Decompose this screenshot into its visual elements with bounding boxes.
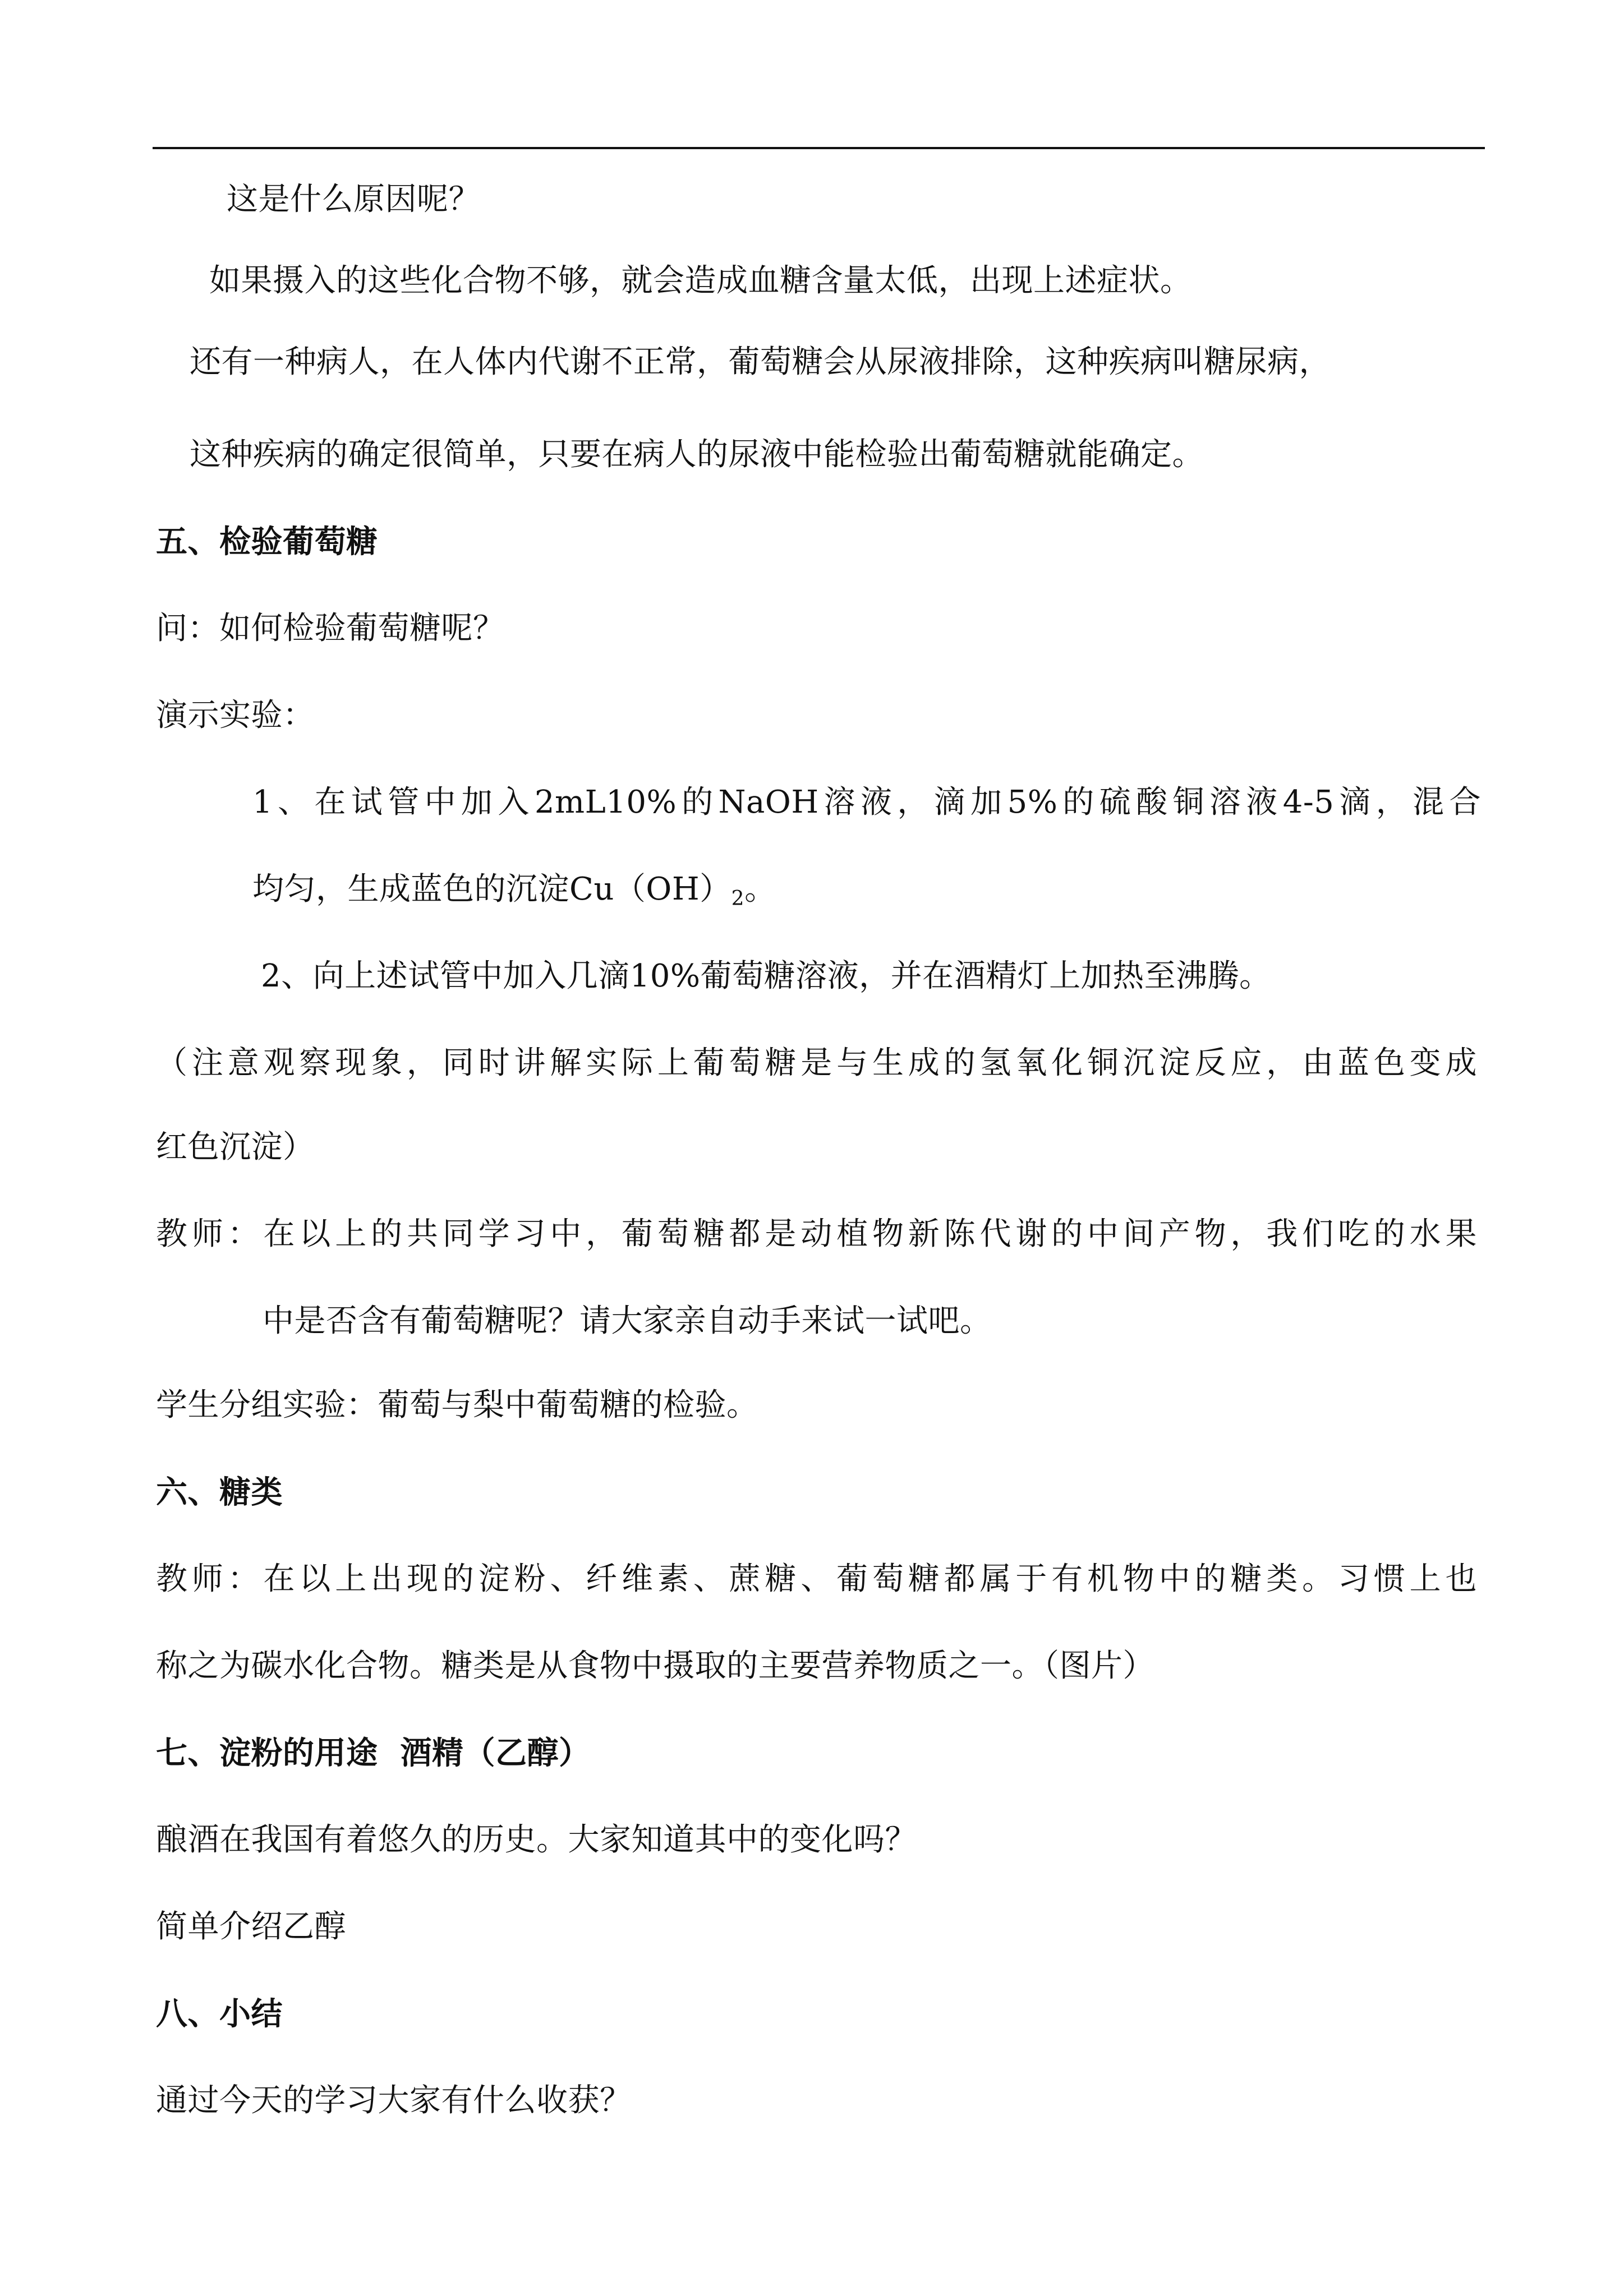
question-line: 问：如何检验葡萄糖呢？ [156, 610, 505, 647]
teacher-line: 教师：在以上的共同学习中，葡萄糖都是动植物新陈代谢的中间产物，我们吃的水果 [156, 1216, 1477, 1252]
student-experiment-line: 学生分组实验：葡萄与梨中葡萄糖的检验。 [156, 1387, 758, 1423]
note-line: （注意观察现象，同时讲解实际上葡萄糖是与生成的氢氧化铜沉淀反应，由蓝色变成 [156, 1045, 1477, 1081]
formula-subscript: 2 [731, 887, 745, 910]
section-heading-5: 五、检验葡萄糖 [156, 523, 378, 560]
paragraph-line: 如果摄入的这些化合物不够，就会造成血糖含量太低，出现上述症状。 [209, 262, 1192, 299]
section-heading-6: 六、糖类 [156, 1474, 283, 1511]
demo-label: 演示实验： [156, 697, 315, 734]
ethanol-intro-line: 简单介绍乙醇 [156, 1908, 346, 1945]
teacher-line-2-continued: 称之为碳水化合物。糖类是从食物中摄取的主要营养物质之一。（图片） [156, 1648, 1154, 1684]
section-heading-8: 八、小结 [156, 1995, 283, 2032]
experiment-step-1: 1、在试管中加入2mL10%的NaOH溶液，滴加5%的硫酸铜溶液4-5滴，混合 [252, 784, 1481, 820]
summary-question-line: 通过今天的学习大家有什么收获？ [156, 2082, 632, 2119]
period-mark: 。 [744, 871, 776, 907]
teacher-line-2: 教师：在以上出现的淀粉、纤维素、蔗糖、葡萄糖都属于有机物中的糖类。习惯上也 [156, 1561, 1477, 1597]
paragraph-line: 这种疾病的确定很简单，只要在病人的尿液中能检验出葡萄糖就能确定。 [190, 436, 1204, 473]
precipitate-text: 均匀，生成蓝色的沉淀Cu（OH） [252, 871, 732, 907]
experiment-step-2: 2、向上述试管中加入几滴10%葡萄糖溶液，并在酒精灯上加热至沸腾。 [261, 958, 1271, 994]
note-line-continued: 红色沉淀） [156, 1129, 315, 1165]
teacher-line-continued: 中是否含有葡萄糖呢？请大家亲自动手来试一试吧。 [263, 1303, 992, 1339]
header-rule [153, 147, 1485, 149]
section-heading-7: 七、淀粉的用途 酒精（乙醇） [156, 1735, 591, 1772]
paragraph-line: 还有一种病人，在人体内代谢不正常，葡萄糖会从尿液排除，这种疾病叫糖尿病， [190, 344, 1331, 380]
experiment-step-1-continued [252, 869, 776, 910]
paragraph-line: 这是什么原因呢？ [227, 181, 480, 218]
brewing-line: 酿酒在我国有着悠久的历史。大家知道其中的变化吗？ [156, 1822, 917, 1858]
